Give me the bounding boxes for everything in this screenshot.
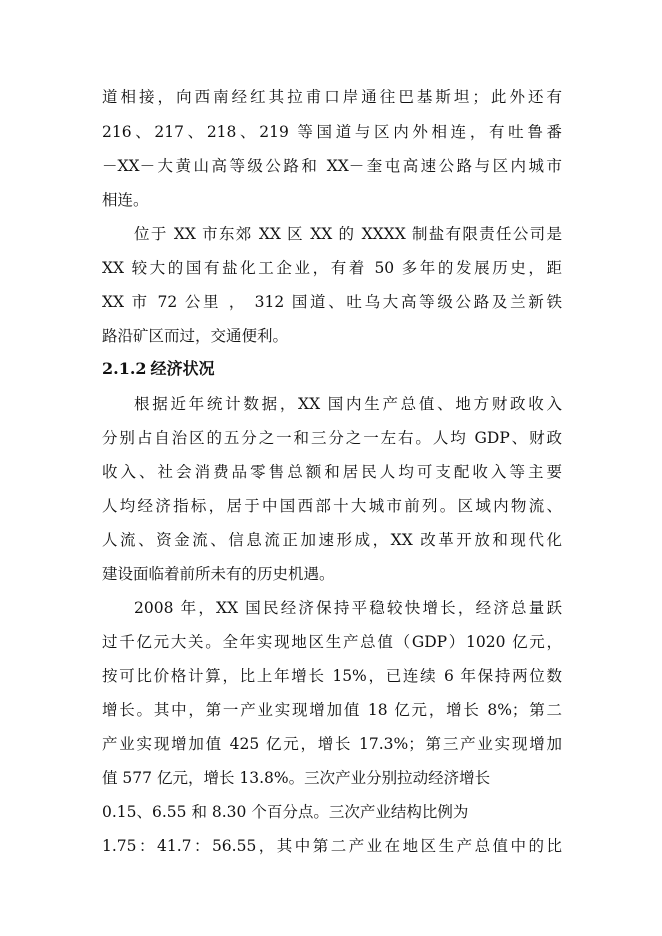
text-line: 0.15、6.55 和 8.30 个百分点。三次产业结构比例为 — [102, 803, 469, 821]
text-line: 产业实现增加值 425 亿元，增长 17.3%；第三产业实现增加 — [102, 735, 562, 753]
text-line: 路沿矿区而过，交通便利。 — [102, 327, 289, 345]
text-line: 分别占自治区的五分之一和三分之一左右。人均 GDP、财政 — [102, 429, 562, 447]
section-title: 经济状况 — [150, 359, 215, 378]
text-line: 位于 XX 市东郊 XX 区 XX 的 XXXX 制盐有限责任公司是 — [134, 225, 562, 243]
text-line: 按可比价格计算，比上年增长 15%，已连续 6 年保持两位数 — [102, 667, 562, 685]
text-line: 建设面临着前所未有的历史机遇。 — [102, 565, 335, 583]
text-line: 人流、资金流、信息流正加速形成，XX 改革开放和现代化 — [102, 531, 562, 549]
text-line: 1.75：41.7：56.55，其中第二产业在地区生产总值中的比 — [102, 837, 562, 855]
text-line: 过千亿元大关。全年实现地区生产总值（GDP）1020 亿元， — [102, 633, 562, 651]
text-line: 收入、社会消费品零售总额和居民人均可支配收入等主要 — [102, 463, 562, 481]
section-heading — [102, 359, 215, 379]
text-line: 增长。其中，第一产业实现增加值 18 亿元，增长 8%；第二 — [102, 701, 562, 719]
text-line: 相连。 — [102, 191, 149, 209]
text-line: 2008 年，XX 国民经济保持平稳较快增长，经济总量跃 — [134, 599, 562, 617]
text-line: 道相接，向西南经红其拉甫口岸通往巴基斯坦；此外还有 — [102, 88, 562, 106]
text-line: XX 较大的国有盐化工企业，有着 50 多年的发展历史，距 — [102, 259, 562, 277]
text-line: XX 市 72 公里 ， 312 国道、吐乌大高等级公路及兰新铁 — [102, 293, 562, 311]
text-line: 根据近年统计数据，XX 国内生产总值、地方财政收入 — [134, 395, 562, 413]
section-number: 2.1.2 — [102, 359, 147, 378]
text-line: 值 577 亿元，增长 13.8%。三次产业分别拉动经济增长 — [102, 769, 491, 787]
text-line: 人均经济指标，居于中国西部十大城市前列。区域内物流、 — [102, 497, 562, 515]
text-line: －XX－大黄山高等级公路和 XX－奎屯高速公路与区内城市 — [102, 157, 562, 175]
text-line: 216、217、218、219 等国道与区内外相连，有吐鲁番 — [102, 123, 562, 141]
